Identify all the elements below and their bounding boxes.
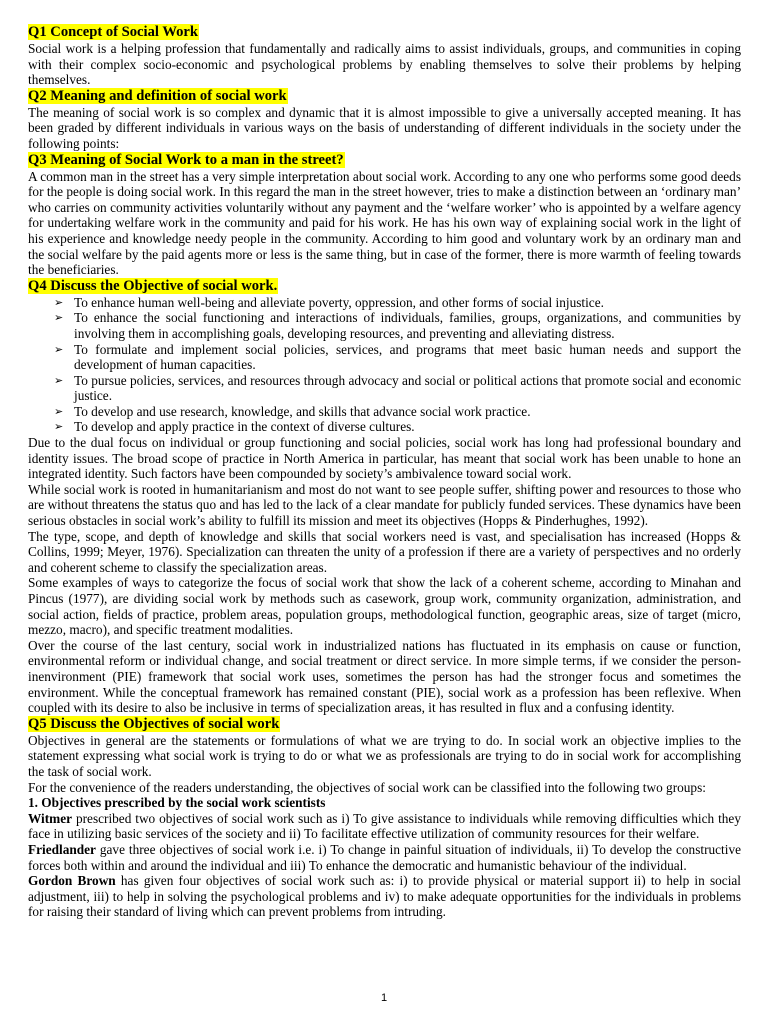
list-item: ➢ To enhance the social functioning and interactions of individuals, families, groups, organizations, and communities by involving them in accomplishing goals, developing resources, and preventing and alleviating distress. <box>54 310 741 341</box>
author-name: Gordon Brown <box>28 873 116 889</box>
arrow-bullet-icon: ➢ <box>54 373 64 387</box>
q5-heading: Q5 Discuss the Objectives of social work <box>28 715 280 732</box>
witmer-paragraph: Witmer prescribed two objectives of social work such as i) To give assistance to individuals while removing difficulties which they face in utilizing basic services of the society and ii) To facilitate effective utilization of community resources for their welfare. <box>28 810 741 842</box>
list-item: ➢ To develop and apply practice in the context of diverse cultures. <box>54 419 415 435</box>
friedlander-paragraph: Friedlander gave three objectives of social work i.e. i) To change in painful situation of individuals, ii) To develop the constructive forces both within and around the individual and iii) To enhance the democratic and humanistic behaviour of the individual. <box>28 841 741 873</box>
page-number: 1 <box>380 992 388 1004</box>
q3-heading: Q3 Meaning of Social Work to a man in the street? <box>28 151 344 168</box>
document-page <box>28 24 741 920</box>
brown-paragraph: Gordon Brown has given four objectives of social work such as: i) to provide physical or material support ii) to help in social adjustment, iii) to help in solving the psychological problems and iv) to make adequate opportunities for the individuals in problems for raising their standard of living which can prevent problems from intruding. <box>28 873 741 920</box>
author-name: Witmer <box>28 810 73 826</box>
arrow-bullet-icon: ➢ <box>54 295 64 309</box>
q5-paragraph: For the convenience of the readers understanding, the objectives of social work can be classified into the following two groups: <box>28 779 706 795</box>
q4-paragraph: Some examples of ways to categorize the focus of social work that show the lack of a coherent scheme, according to Minahan and Pincus (1977), are dividing social work by methods such as casework, group work, community organization, administration, and social action, fields of practice, problem areas, population groups, methodological function, geographic areas, size of target (micro, mezzo, macro), and specific treatment modalities. <box>28 575 741 638</box>
q2-heading: Q2 Meaning and definition of social work <box>28 87 287 104</box>
q4-paragraph: Over the course of the last century, social work in industrialized nations has fluctuated in its emphasis on cause or function, environmental reform or individual change, and social treatment or direct service. In more simple terms, if we consider the person-inenvironment (PIE) framework that social work uses, sometimes the person has had the stronger focus and sometimes the environment. While the conceptual framework has remained constant (PIE), social work as a profession has been reflexive. When coupled with its desire to also be inclusive in terms of specialization areas, it has resulted in flux and a confusing identity. <box>28 637 741 716</box>
arrow-bullet-icon: ➢ <box>54 342 64 356</box>
q1-text: Social work is a helping profession that fundamentally and radically aims to assist individuals, groups, and communities in coping with their complex socio-economic and psychological problems by enabling themselves to solve their problems by helping themselves. <box>28 41 741 88</box>
list-item: ➢ To enhance human well-being and alleviate poverty, oppression, and other forms of social injustice. <box>54 294 604 310</box>
arrow-bullet-icon: ➢ <box>54 420 64 434</box>
arrow-bullet-icon: ➢ <box>54 311 64 325</box>
list-item: ➢ To formulate and implement social policies, services, and programs that meet basic human needs and support the development of human capacities. <box>54 341 741 373</box>
q3-text: A common man in the street has a very simple interpretation about social work. According to any one who performs some good deeds for the people is doing social work. In this regard the man in the street however, tries to make a distinction between an ‘ordinary man’ who carries on community activities voluntarily without any payment and the ‘welfare worker’ who is appointed by a welfare agency for undertaking welfare work in the community and paid for his work. He has his own way of explaining social work in the light of his experience and knowledge needy people in the community. According to him good and voluntary work by an ordinary man and the social welfare by the paid agents more or less is the same thing, but in case of the former, there is more warmth of feeling towards the beneficiaries. <box>28 168 741 278</box>
q4-bullet-list <box>28 295 741 435</box>
q2-text: The meaning of social work is so complex and dynamic that it is almost impossible to give a universally accepted meaning. It has been graded by different individuals in various ways on the basis of understanding of different individuals in the society under the following points: <box>28 104 741 151</box>
q4-paragraph: The type, scope, and depth of knowledge and skills that social workers need is vast, and specialisation has increased (Hopps & Collins, 1999; Meyer, 1976). Specialization can threaten the unity of a profession if there are a variety of perspectives and no orderly and coherent scheme to classify the specialization areas. <box>28 528 741 575</box>
q4-paragraph: While social work is rooted in humanitarianism and most do not want to see people suffer, shifting power and resources to those who are without threatens the status quo and has led to the lack of a clear mandate for publicly funded services. These dynamics have been serious obstacles in social work’s ability to fulfill its mission and meet its objectives (Hopps & Pinderhughes, 1992). <box>28 481 741 529</box>
q5-paragraph: Objectives in general are the statements or formulations of what we are trying to do. In social work an objective implies to the statement expressing what social work is trying to do or what we as professionals are trying to do in social work for accomplishing the task of social work. <box>28 732 741 779</box>
list-item: ➢ To pursue policies, services, and resources through advocacy and social or political actions that promote social and economic justice. <box>54 372 741 404</box>
q1-heading: Q1 Concept of Social Work <box>28 24 198 40</box>
author-name: Friedlander <box>28 841 96 857</box>
q5-subheading: 1. Objectives prescribed by the social work scientists <box>28 795 326 811</box>
list-item: ➢ To develop and use research, knowledge, and skills that advance social work practice. <box>54 403 531 419</box>
q4-heading: Q4 Discuss the Objective of social work. <box>28 277 278 294</box>
q4-paragraph: Due to the dual focus on individual or group functioning and social policies, social work has long had professional boundary and identity issues. The broad scope of practice in North America in particular, has meant that social work has been unable to hone an integrated identity. Such factors have been compounded by society’s ambivalence toward social work. <box>28 435 741 482</box>
arrow-bullet-icon: ➢ <box>54 404 64 418</box>
